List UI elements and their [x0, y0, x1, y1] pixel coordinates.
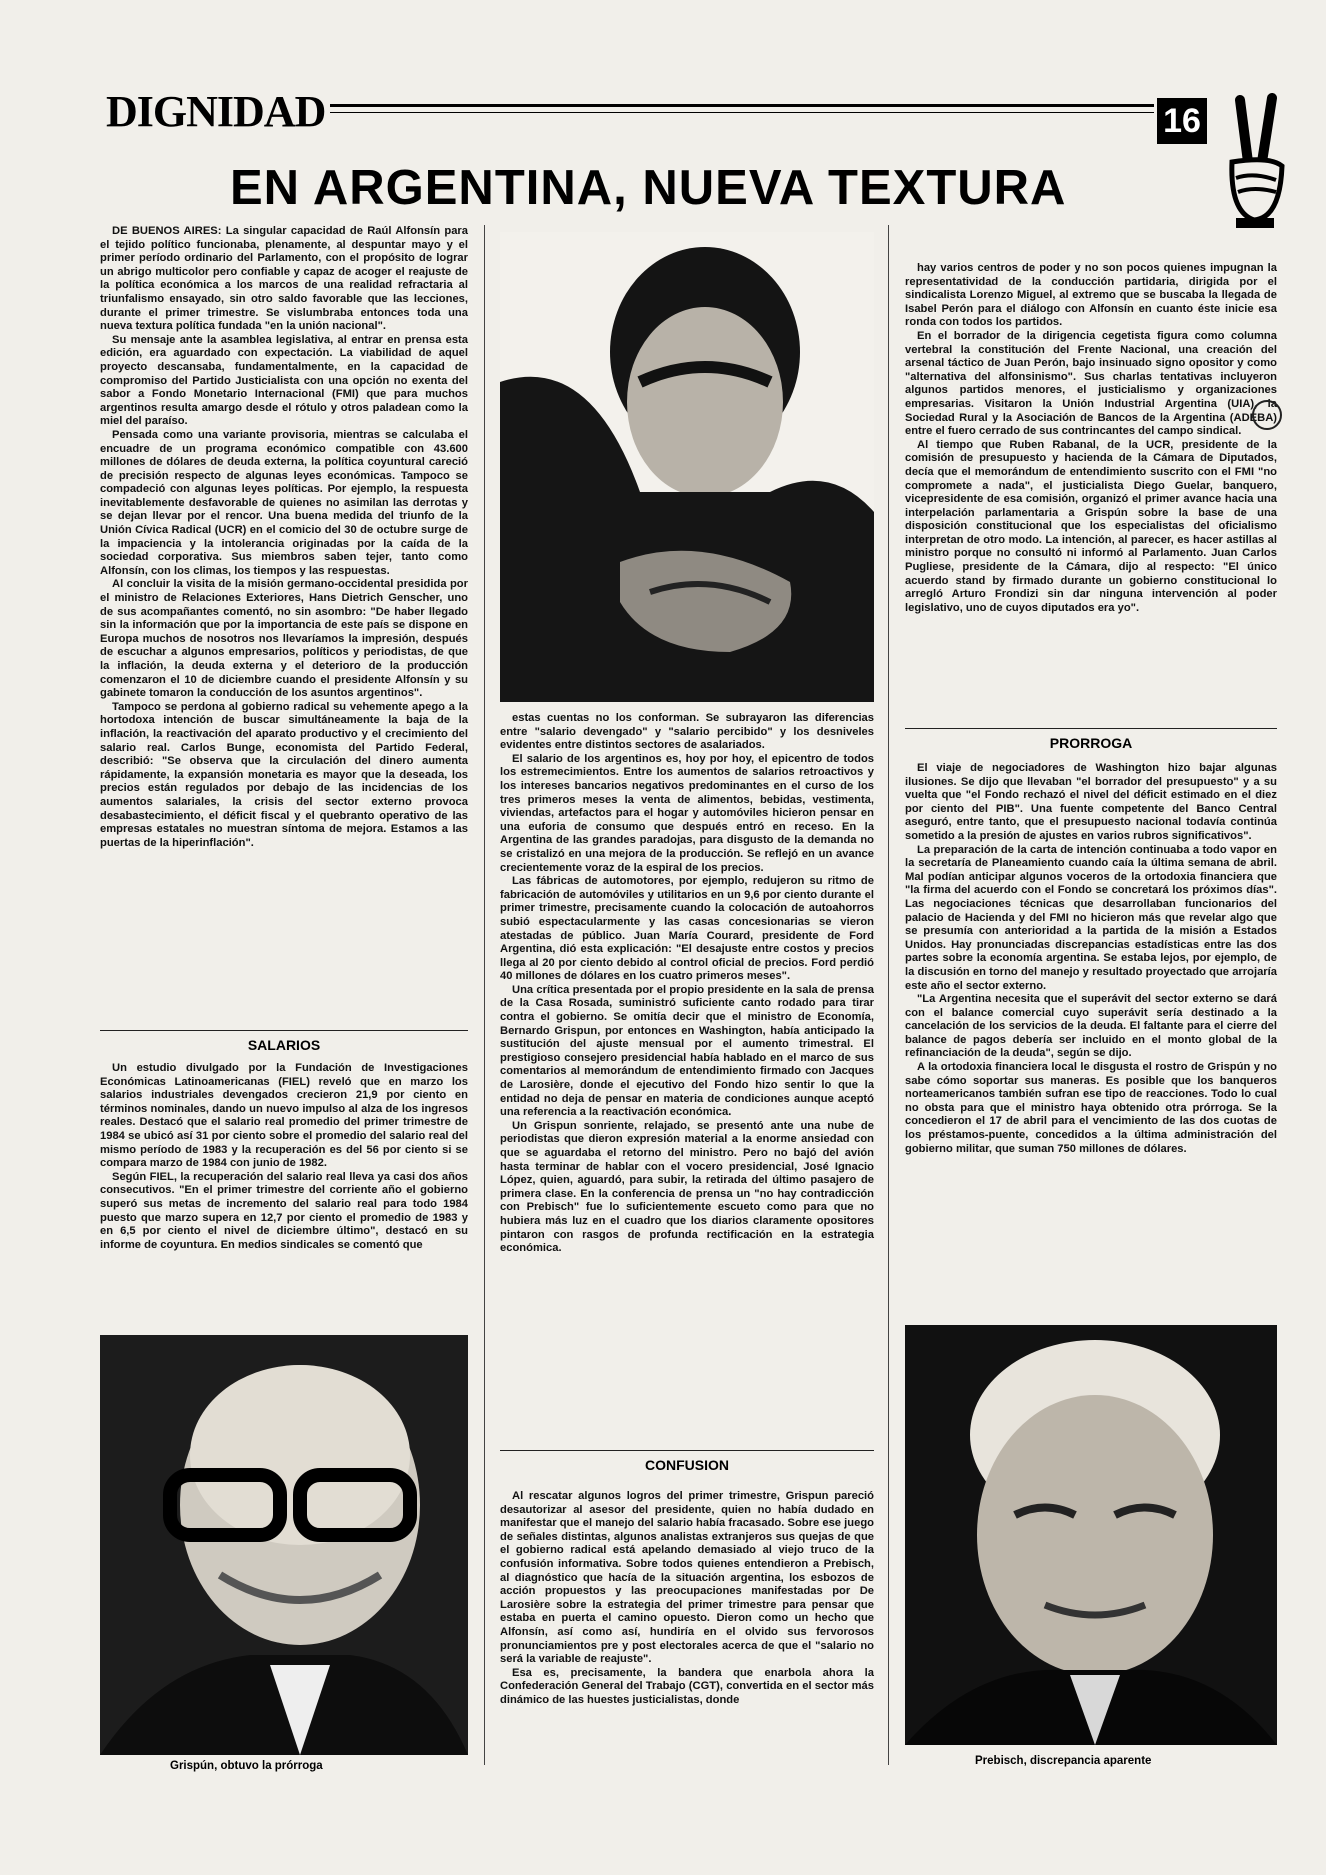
photo-alfonsin: [500, 232, 874, 702]
paragraph: El viaje de negociadores de Washington hizo bajar algunas ilusiones. Se dijo que llevaban "el borrador del presupuesto" y a su vuelta que "el Fondo rechazó el nivel del déficit estimado en el diez por ciento del PIB". Una fuente competente del Banco Central aseguró, entre tanto, que el presupuesto nacional todavía continúa sometido a la presión de ajustes en varios rubros significativos".: [905, 762, 1277, 842]
portrait-prebisch-image: [905, 1325, 1277, 1745]
paragraph: Un estudio divulgado por la Fundación de Investigaciones Económicas Latinoamericanas (FIEL) reveló que en marzo los salarios industriales devengados crecieron 21,9 por ciento en términos nominales, dando un nuevo impulso al alza de los ingresos reales. Destacó que el salario real promedio del primer trimestre de 1984 se ubicó así 31 por ciento sobre el promedio del salario real del mismo período de 1983 y la recuperación es del 56 por ciento si se compara marzo de 1984 con junio de 1982.: [100, 1062, 468, 1170]
victory-hand-icon: [1210, 92, 1296, 232]
ink-stamp-mark: [1252, 400, 1282, 430]
portrait-alfonsin-image: [500, 232, 874, 702]
paragraph: Un Grispun sonriente, relajado, se presentó ante una nube de periodistas que dieron expresión material a la enorme ansiedad con que se aguardaba el retorno del ministro. Pero no bajó del avión hasta terminar de hablar con el vocero presidencial, José Ignacio López, quien, aguardó, para subir, la retirada del último pasajero de primera clase. En la conferencia de prensa un "no hay contradicción con Prebisch" fue lo suficientemente escueto como para que no hubiera más luz en el cuadro que los diarios claramente opositores pintaron con rasgos de profunda rectificación en la estrategia económica.: [500, 1119, 874, 1255]
paragraph: Tampoco se perdona al gobierno radical su vehemente apego a la hortodoxa intención de buscar simultáneamente la baja de la inflación, la reactivación del aparato productivo y el crecimiento del salario real. Carlos Bunge, economista del Partido Federal, describió: "Se observa que la circulación del dinero aumenta rápidamente, la expansión monetaria es mayor que la deseada, los precios están regulados por debajo de las incidencias de los aumentos salariales, la crisis del sector externo provoca desabastecimiento, el déficit fiscal y el quebranto operativo de las empresas estatales no muestran síntoma de mejora. Estamos a las puertas de la hiperinflación".: [100, 700, 468, 849]
section-heading-prorroga: PRORROGA: [905, 728, 1277, 751]
column-2-body: [500, 712, 874, 1256]
header-rule: [330, 104, 1154, 107]
photo-prebisch: [905, 1325, 1277, 1745]
paragraph: Al tiempo que Ruben Rabanal, de la UCR, presidente de la comisión de presupuesto y hacienda de la Cámara de Diputados, decía que el memorándum de entendimiento suscrito con el FMI "no compromete a nada", el justicialista Diego Guelar, banquero, vicepresidente de esa comisión, organizó el primer avance hacia una interpelación parlamentaria a Grispún sobre la base de una disposición constitucional que los especialistas del oficialismo interpretan de otro modo. La intención, al parecer, es hacer astillas al ministro porque no consultó ni informó al Parlamento. Juan Carlos Pugliese, presidente de la Cámara, dijo al respecto: "El único acuerdo stand by firmado durante un gobierno constitucional lo arregló Arturo Frondizi sin dar ninguna intervención al poder legislativo, uno de cuyos diputados era yo".: [905, 438, 1277, 614]
photo-caption-grispun: Grispún, obtuvo la prórroga: [170, 1760, 323, 1772]
paragraph: hay varios centros de poder y no son pocos quienes impugnan la representatividad de la conducción partidaria, dirigida por el sindicalista Lorenzo Miguel, al extremo que se buscaba la llegada de Isabel Perón para el diálogo con Alfonsín en cuanto éste inicie esa ronda con todos los partidos.: [905, 262, 1277, 329]
column-1-body: [100, 225, 468, 850]
paragraph: Según FIEL, la recuperación del salario real lleva ya casi dos años consecutivos. "En el primer trimestre del corriente año el gobierno superó sus metas de incremento del salario real para todo 1984 puesto que marzo supera en 12,7 por ciento el promedio de 1983 y en 6,5 por ciento el nivel de diciembre último", destacó en su informe de coyuntura. En medios sindicales se comentó que: [100, 1170, 468, 1251]
paragraph: El salario de los argentinos es, hoy por hoy, el epicentro de todos los estremecimientos. Entre los aumentos de salarios retroactivos y los intereses bancarios negativos predominantes en el curso de los tres primeros meses la venta de alimentos, bebidas, vestimenta, viviendas, artefactos para el hogar y automóviles hicieron pensar en una euforia de consumo que después entró en receso. En la Argentina de las grandes paradojas, para disgusto de la demanda no se cristalizó en una mejora de la producción. Se reflejó en un avance crecientemente voraz de la espiral de los precios.: [500, 752, 874, 874]
section-heading-salarios: SALARIOS: [100, 1030, 468, 1053]
portrait-grispun-image: [100, 1335, 468, 1755]
photo-grispun: [100, 1335, 468, 1755]
paragraph: estas cuentas no los conforman. Se subrayaron las diferencias entre "salario devengado" y "salario percibido" y los desniveles evidentes entre distintos sectores de asalariados.: [500, 712, 874, 752]
paragraph: Esa es, precisamente, la bandera que enarbola ahora la Confederación General del Trabajo (CGT), convertida en el sector más dinámico de las huestes justicialistas, donde: [500, 1666, 874, 1706]
page-number: 16: [1157, 98, 1207, 144]
column-rule: [484, 225, 485, 1765]
paragraph: Las fábricas de automotores, por ejemplo, redujeron su ritmo de fabricación de automóviles y utilitarios en un 9,6 por ciento durante el primer trimestre, precisamente cuando la colocación de autoahorros subió espectacularmente y las casas concesionarias se vieron atestadas de público. Juan María Courard, presidente de Ford Argentina, dió esta explicación: "El desajuste entre costos y precios llega al 20 por ciento debido al control oficial de precios. Ford perdió 40 millones de dólares en los cuatro primeros meses".: [500, 875, 874, 983]
paragraph: Al rescatar algunos logros del primer trimestre, Grispun pareció desautorizar al asesor del presidente, quien no había dudado en manifestar que el manejo del salario había fracasado. Sobre ese juego de señales distintas, algunos analistas extranjeros sus quejas de que el gobierno radical está apelando demasiado al viejo truco de la confusión informativa. Sobre todos quienes entendieron a Prebisch, al diagnóstico que hacía de la situación argentina, los esbozos de acción propuestos y las preocupaciones manifestadas por De Larosière sobre la estrategia del primer trimestre para pensar que estaba en puerta el camino opuesto. Dieron como un hecho que Alfonsín, así como así, hundiría en el olvido sus fervorosos pronunciamientos pre y post electorales acerca de que el "salario no será la variable de reajuste".: [500, 1490, 874, 1666]
paragraph: En el borrador de la dirigencia cegetista figura como columna vertebral la constitución del Frente Nacional, una creación del arsenal táctico de Juan Perón, bajo insinuado signo opositor y como "alternativa del alfonsinismo". Sus charlas tentativas incluyeron algunos partidos menores, el justicialismo y organizaciones empresarias. Visitaron la Unión Industrial Argentina (UIA), la Sociedad Rural y la Asociación de Bancos de la Argentina (ADEBA) entre el fuero cerrado de sus contrincantes del campo sindical.: [905, 329, 1277, 438]
paragraph: "La Argentina necesita que el superávit del sector externo se dará con el balance comercial cuyo superávit sería destinado a la cancelación de los servicios de la deuda. El faltante para el cierre del balance de pagos debería ser incluido en el monto global de la refinanciación de la deuda", según se dijo.: [905, 993, 1277, 1060]
section-heading-confusion: CONFUSION: [500, 1450, 874, 1473]
paragraph: A la ortodoxia financiera local le disgusta el rostro de Grispún y no sabe cómo soportar sus maneras. Es posible que los banqueros norteamericanos también sufran ese tipo de reacciones. Todo lo cual no obsta para que el ministro haya obtenido otra prórroga. Se la concedieron el 17 de abril para el vencimiento de las dos cuotas de los préstamos-puente, concedidos a la última administración del gobierno militar, que suman 750 millones de dólares.: [905, 1061, 1277, 1155]
paragraph: Una crítica presentada por el propio presidente en la sala de prensa de la Casa Rosada, suministró suficiente canto rodado para tirar contra el gobierno. Se omitía decir que el ministro de Economía, Bernardo Grispun, por entonces en Washington, había anticipado la sustitución del ajuste mensual por el aumento trimestral. El prestigioso consejero presidencial había hablado en el marco de sus comentarios al memorándum de entendimiento firmado con Jacques de Larosière, donde el ejecutivo del Fondo hizo sentir lo que la entidad no deja de pensar en materia de condiciones aunque aceptó una referencia a la reactivación económica.: [500, 983, 874, 1119]
paragraph: Pensada como una variante provisoria, mientras se calculaba el encuadre de un programa económico compatible con 43.600 millones de dólares de deuda externa, la política coyuntural careció de precisión respecto de algunas leyes económicas. Tampoco se compadeció con algunas leyes políticas. Por ejemplo, la respuesta inevitablemente desfavorable de quienes no asimilan las derrotas y se dejan llevar por el rencor. Una buena medida del triunfo de la Unión Cívica Radical (UCR) en el comicio del 30 de octubre surge de la impaciencia y la intolerancia originadas por la caída de la sociedad corporativa. Sus miembros saben tejer, tanto como Alfonsín, con los climas, los tiempos y las respuestas.: [100, 428, 468, 577]
salarios-body: [100, 1062, 468, 1252]
publication-logo: DIGNIDAD: [106, 87, 326, 136]
paragraph: DE BUENOS AIRES: La singular capacidad de Raúl Alfonsín para el tejido político funcionaba, plenamente, al despuntar mayo y el primer período ordinario del Parlamento, con el propósito de lograr un abrigo multicolor pero confiable y capaz de acoger el reajuste de la política económica a los marcos de una realidad refractaria al triunfalismo ensayado, sin otro saldo favorable que las lecciones, durante el primer trimestre. Se vislumbraba entonces toda una nueva textura política fundada "en la unión nacional".: [100, 225, 468, 333]
paragraph: La preparación de la carta de intención continuaba a todo vapor en la secretaría de Planeamiento cuando caía la última semana de abril. Mal podían anticipar algunos voceros de la ortodoxia financiera que "la firma del acuerdo con el Fondo se concretará los próximos días". Las negociaciones técnicas que desarrollaban funcionarios del palacio de Hacienda y del FMI no hicieron más que revelar algo que se presumía con anterioridad a la partida de la misión a Estados Unidos. Hay pronunciadas discrepancias estadísticas entre las dos partes sobre la economía argentina. Se estaba lejos, por ejemplo, de la discusión en torno del manejo y resultado proyectado que arrojaría este año el sector externo.: [905, 843, 1277, 992]
paragraph: Al concluir la visita de la misión germano-occidental presidida por el ministro de Relaciones Exteriores, Hans Dietrich Genscher, uno de sus acompañantes comentó, no sin asombro: "De haber llegado sin la información que por la importancia de este país se dispone en Europa muchos de nosotros nos llevaríamos la impresión, después de escuchar a algunos empresarios, políticos y periodistas, de que la inflación, la deuda externa y el deterioro de la producción comenzaron el 10 de diciembre cuando el presidente Alfonsín y su gabinete tomaron la conducción de los asuntos argentinos".: [100, 578, 468, 700]
column-rule: [888, 225, 889, 1765]
confusion-body: [500, 1490, 874, 1708]
headline: EN ARGENTINA, NUEVA TEXTURA: [230, 161, 1067, 215]
photo-caption-prebisch: Prebisch, discrepancia aparente: [975, 1755, 1152, 1767]
column-3-body: [905, 262, 1277, 615]
prorroga-body: [905, 762, 1277, 1156]
header-rule-thin: [330, 112, 1154, 113]
paragraph: Su mensaje ante la asamblea legislativa, al entrar en prensa esta edición, era aguardado con expectación. La viabilidad de aquel proyecto descansaba, fundamentalmente, en la capacidad de compromiso del Partido Justicialista con una opción no exenta del sabor a Fondo Monetario Internacional (FMI) que para muchos argentinos resulta amargo desde el rótulo y otros paladean como la miel del paraíso.: [100, 333, 468, 428]
